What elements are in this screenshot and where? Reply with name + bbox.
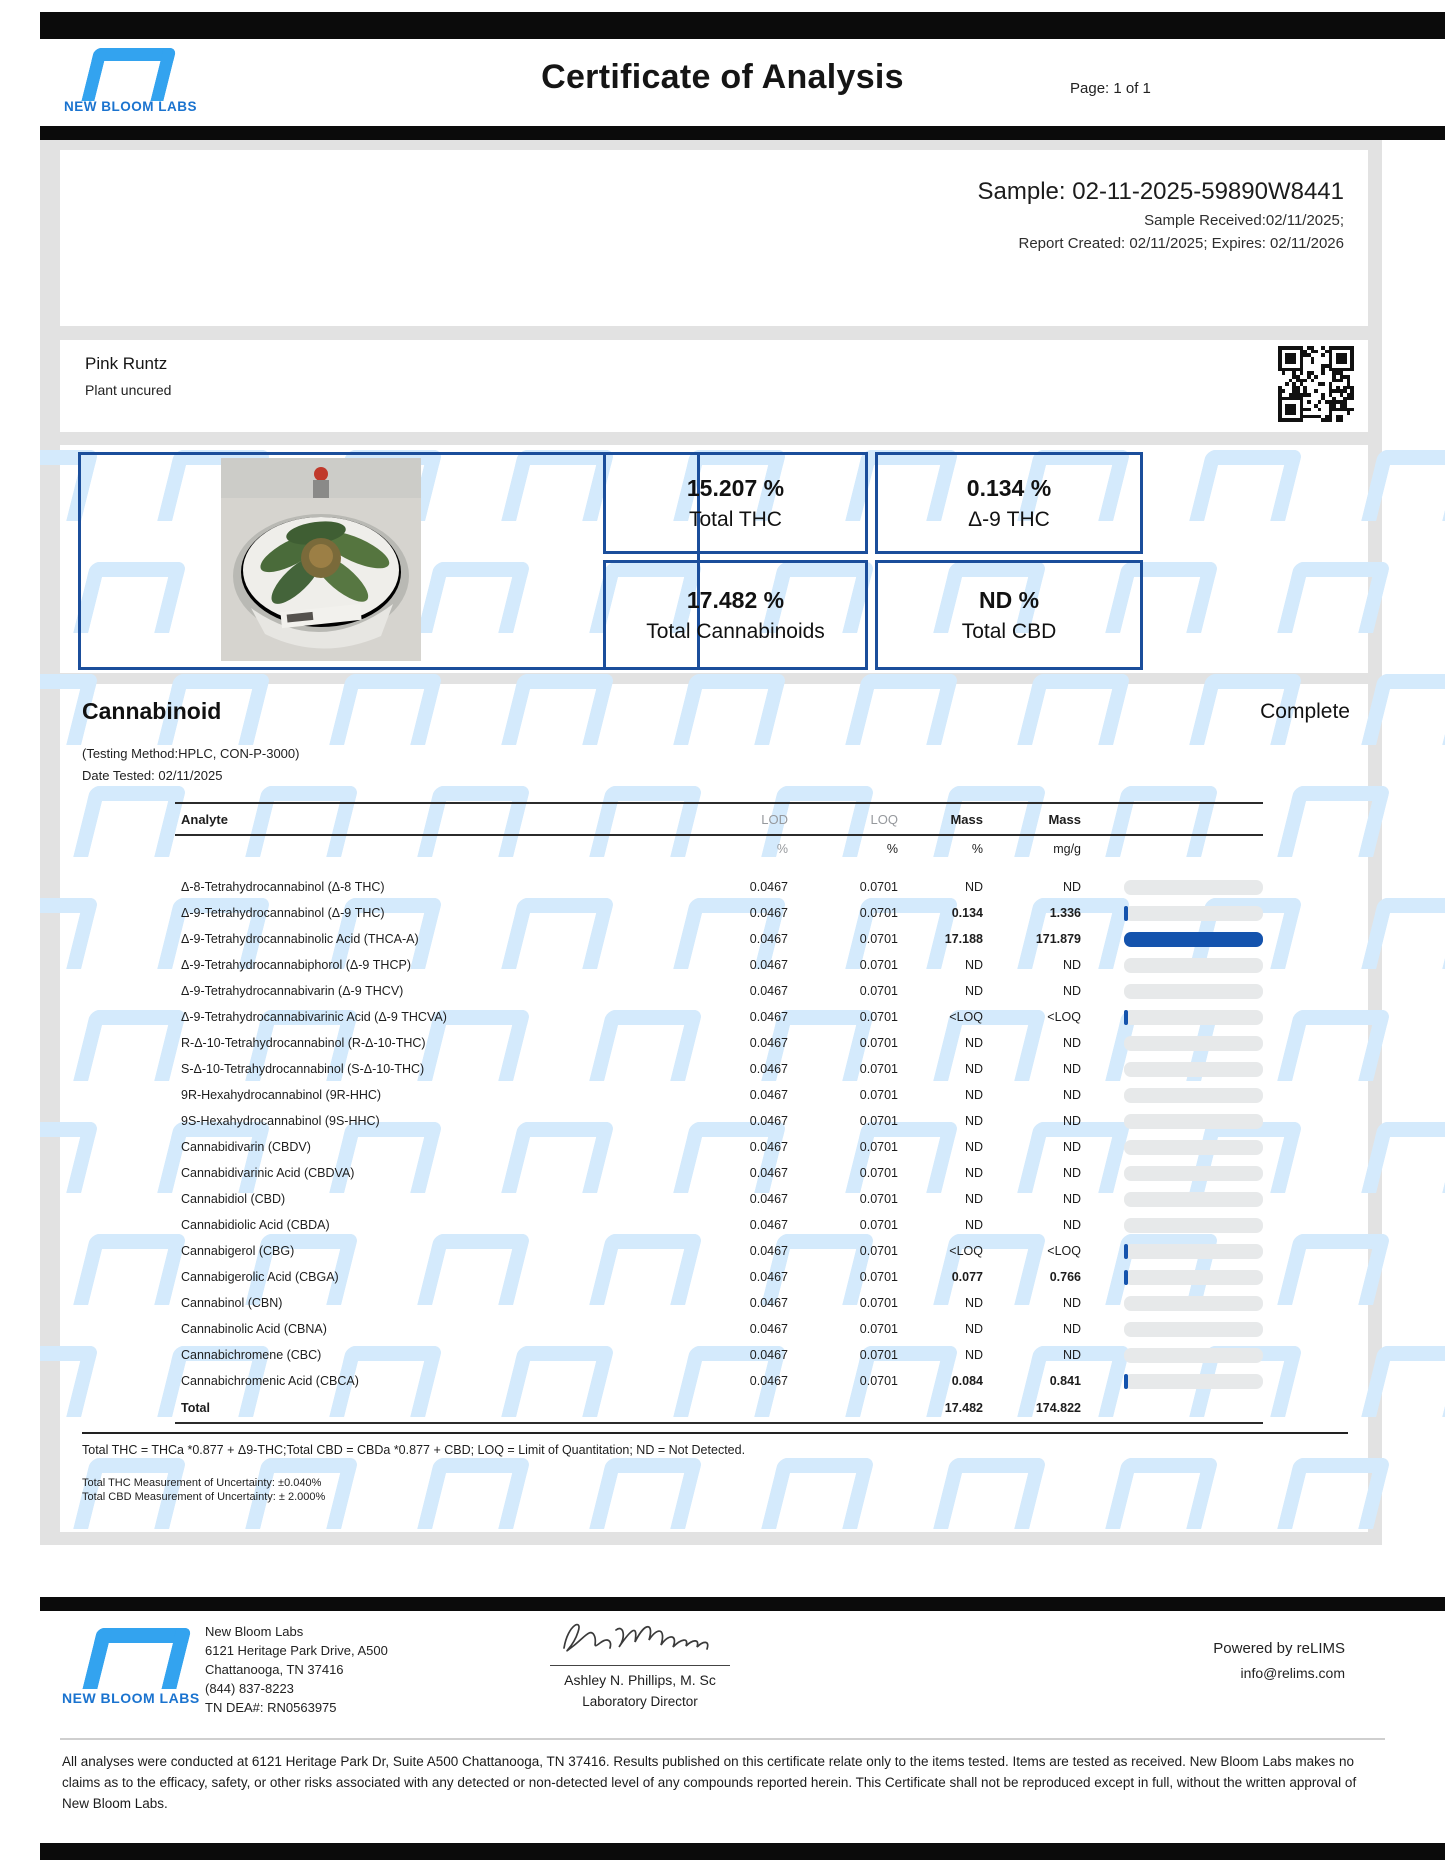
sample-info-card (60, 150, 1368, 326)
col-lod: LOD (761, 811, 788, 827)
analyte-row: Δ-9-Tetrahydrocannabivarin (Δ-9 THCV) 0.0467 0.0701 ND ND (175, 978, 1263, 1004)
analyte-row: Δ-9-Tetrahydrocannabinolic Acid (THCA-A) 0.0467 0.0701 17.188 171.879 (175, 926, 1263, 952)
cannabinoid-section (60, 684, 1368, 1532)
total-cbd-label: Total CBD (961, 619, 1057, 643)
total-mass-pct: 17.482 (944, 1401, 983, 1415)
metric-d9-thc (875, 452, 1143, 554)
metric-total-cannabinoids (603, 560, 868, 670)
analyte-row: Δ-9-Tetrahydrocannabinol (Δ-9 THC) 0.0467 0.0701 0.134 1.336 (175, 900, 1263, 926)
qr-code (1278, 346, 1354, 422)
section-status: Complete (1260, 700, 1350, 723)
total-thc-value: 15.207 % (686, 474, 785, 501)
total-label: Total (181, 1401, 210, 1415)
top-rule-bar (40, 12, 1445, 39)
uncertainty-block (82, 1476, 325, 1504)
date-tested: Date Tested: 02/11/2025 (82, 768, 223, 783)
total-cannabinoids-label: Total Cannabinoids (646, 619, 825, 643)
metric-total-cbd (875, 560, 1143, 670)
total-cannabinoids-value: 17.482 % (686, 586, 785, 613)
signature-block (540, 1612, 740, 1709)
analyte-row: Cannabidiolic Acid (CBDA) 0.0467 0.0701 ND ND (175, 1212, 1263, 1238)
analyte-row: Cannabinolic Acid (CBNA) 0.0467 0.0701 ND ND (175, 1316, 1263, 1342)
bottom-rule-bar (40, 1843, 1445, 1860)
signature-image (550, 1612, 730, 1660)
total-mass-mgg: 174.822 (1035, 1401, 1081, 1415)
analyte-row: Δ-9-Tetrahydrocannabiphorol (Δ-9 THCP) 0.0467 0.0701 ND ND (175, 952, 1263, 978)
analyte-row: Δ-8-Tetrahydrocannabinol (Δ-8 THC) 0.0467 0.0701 ND ND (175, 874, 1263, 900)
col-mass-mgg: Mass (1048, 811, 1081, 827)
mass-bar (1124, 1348, 1263, 1363)
testing-method: (Testing Method:HPLC, CON-P-3000) (82, 746, 300, 761)
header-rule-bar (40, 126, 1445, 140)
brand-wordmark: NEW BLOOM LABS (64, 99, 197, 114)
col-analyte: Analyte (181, 811, 228, 827)
unit-mass-mgg: mg/g (1053, 842, 1081, 856)
address-line: TN DEA#: RN0563975 (205, 1700, 337, 1715)
mass-bar (1124, 1010, 1263, 1025)
sample-received: Sample Received:02/11/2025; (1144, 212, 1344, 229)
table-header-row (175, 802, 1263, 836)
section-title: Cannabinoid (82, 698, 222, 724)
analyte-row: Cannabigerol (CBG) 0.0467 0.0701 <LOQ <LOQ (175, 1238, 1263, 1264)
table-units-row (175, 836, 1263, 862)
mass-bar (1124, 906, 1263, 921)
signatory-name: Ashley N. Phillips, M. Sc (564, 1672, 716, 1688)
powered-by-label: Powered by reLIMS (1213, 1640, 1345, 1657)
analyte-row: 9S-Hexahydrocannabinol (9S-HHC) 0.0467 0.0701 ND ND (175, 1108, 1263, 1134)
total-row (175, 1394, 1263, 1424)
total-thc-label: Total THC (689, 507, 782, 531)
mass-bar (1124, 1322, 1263, 1337)
mass-bar (1124, 1374, 1263, 1389)
product-card (60, 340, 1368, 432)
mass-bar (1124, 1036, 1263, 1051)
mass-bar (1124, 1140, 1263, 1155)
page-number: Page: 1 of 1 (1070, 80, 1151, 97)
mass-bar (1124, 1114, 1263, 1129)
cbd-uncertainty: Total CBD Measurement of Uncertainty: ± 2.000% (82, 1491, 326, 1503)
table-footnote: Total THC = THCa *0.877 + Δ9-THC;Total CBD = CBDa *0.877 + CBD; LOQ = Limit of Quantitation; ND = Not Detected. (82, 1432, 1348, 1457)
mass-bar (1124, 958, 1263, 973)
footer-logo (90, 1628, 184, 1689)
analyte-row: Cannabinol (CBN) 0.0467 0.0701 ND ND (175, 1290, 1263, 1316)
powered-by (1213, 1640, 1345, 1681)
address-line: New Bloom Labs (205, 1624, 304, 1639)
mass-bar (1124, 1218, 1263, 1233)
analyte-row: S-Δ-10-Tetrahydrocannabinol (S-Δ-10-THC) 0.0467 0.0701 ND ND (175, 1056, 1263, 1082)
analyte-row: Cannabidiol (CBD) 0.0467 0.0701 ND ND (175, 1186, 1263, 1212)
footer-divider (60, 1738, 1385, 1740)
d9-thc-label: Δ-9 THC (968, 507, 1050, 531)
analyte-row: Cannabidivarin (CBDV) 0.0467 0.0701 ND ND (175, 1134, 1263, 1160)
mass-bar (1124, 1166, 1263, 1181)
address-line: Chattanooga, TN 37416 (205, 1662, 344, 1677)
mass-bar (1124, 1088, 1263, 1103)
analyte-row: 9R-Hexahydrocannabinol (9R-HHC) 0.0467 0.0701 ND ND (175, 1082, 1263, 1108)
footer-brand-wordmark: NEW BLOOM LABS (62, 1690, 200, 1706)
mass-bar (1124, 1270, 1263, 1285)
mass-bar (1124, 1062, 1263, 1077)
sample-id: Sample: 02-11-2025-59890W8441 (977, 178, 1344, 205)
unit-mass-pct: % (971, 842, 983, 856)
thc-uncertainty: Total THC Measurement of Uncertainty: ±0.040% (82, 1477, 322, 1489)
mass-bar (1124, 1192, 1263, 1207)
unit-loq: % (886, 842, 898, 856)
address-line: (844) 837-8223 (205, 1681, 294, 1696)
product-type: Plant uncured (85, 382, 172, 398)
d9-thc-value: 0.134 % (966, 474, 1052, 501)
col-mass-pct: Mass (950, 811, 983, 827)
mass-bar (1124, 880, 1263, 895)
report-created: Report Created: 02/11/2025; Expires: 02/11/2026 (1018, 235, 1344, 252)
col-loq: LOQ (870, 811, 898, 827)
new-bloom-labs-logo-icon (82, 1628, 191, 1689)
analyte-row: Cannabigerolic Acid (CBGA) 0.0467 0.0701 0.077 0.766 (175, 1264, 1263, 1290)
mass-bar (1124, 984, 1263, 999)
analyte-row: Δ-9-Tetrahydrocannabivarinic Acid (Δ-9 THCVA) 0.0467 0.0701 <LOQ <LOQ (175, 1004, 1263, 1030)
disclaimer-text: All analyses were conducted at 6121 Heritage Park Dr, Suite A500 Chattanooga, TN 37416. Results published on this certificate relate only to the items tested. Items are tested as received. New Bloom Labs makes no claims as to the efficacy, safety, or other risks associated with any detected or non-detected level of any compounds reported herein. This Certificate shall not be reproduced except in full, without the written approval of New Bloom Labs. (62, 1754, 1357, 1811)
mass-bar (1124, 932, 1263, 947)
page-title: Certificate of Analysis (541, 58, 904, 96)
unit-lod: % (776, 842, 788, 856)
analyte-table (175, 802, 1263, 1424)
analyte-row: R-Δ-10-Tetrahydrocannabinol (R-Δ-10-THC) 0.0467 0.0701 ND ND (175, 1030, 1263, 1056)
analyte-row: Cannabichromene (CBC) 0.0467 0.0701 ND ND (175, 1342, 1263, 1368)
signatory-role: Laboratory Director (582, 1694, 698, 1709)
address-line: 6121 Heritage Park Drive, A500 (205, 1643, 388, 1658)
analyte-row: Cannabidivarinic Acid (CBDVA) 0.0467 0.0701 ND ND (175, 1160, 1263, 1186)
analyte-row: Cannabichromenic Acid (CBCA) 0.0467 0.0701 0.084 0.841 (175, 1368, 1263, 1394)
product-name: Pink Runtz (85, 354, 168, 373)
mass-bar (1124, 1296, 1263, 1311)
contact-email[interactable]: info@relims.com (1240, 1665, 1345, 1681)
analyte-rows (175, 874, 1263, 1394)
lab-address (205, 1622, 388, 1717)
sample-photo (221, 458, 421, 661)
mass-bar (1124, 1244, 1263, 1259)
total-cbd-value: ND % (978, 586, 1040, 613)
footer-rule-bar (40, 1597, 1445, 1611)
metric-total-thc (603, 452, 868, 554)
red-marker (314, 467, 328, 481)
